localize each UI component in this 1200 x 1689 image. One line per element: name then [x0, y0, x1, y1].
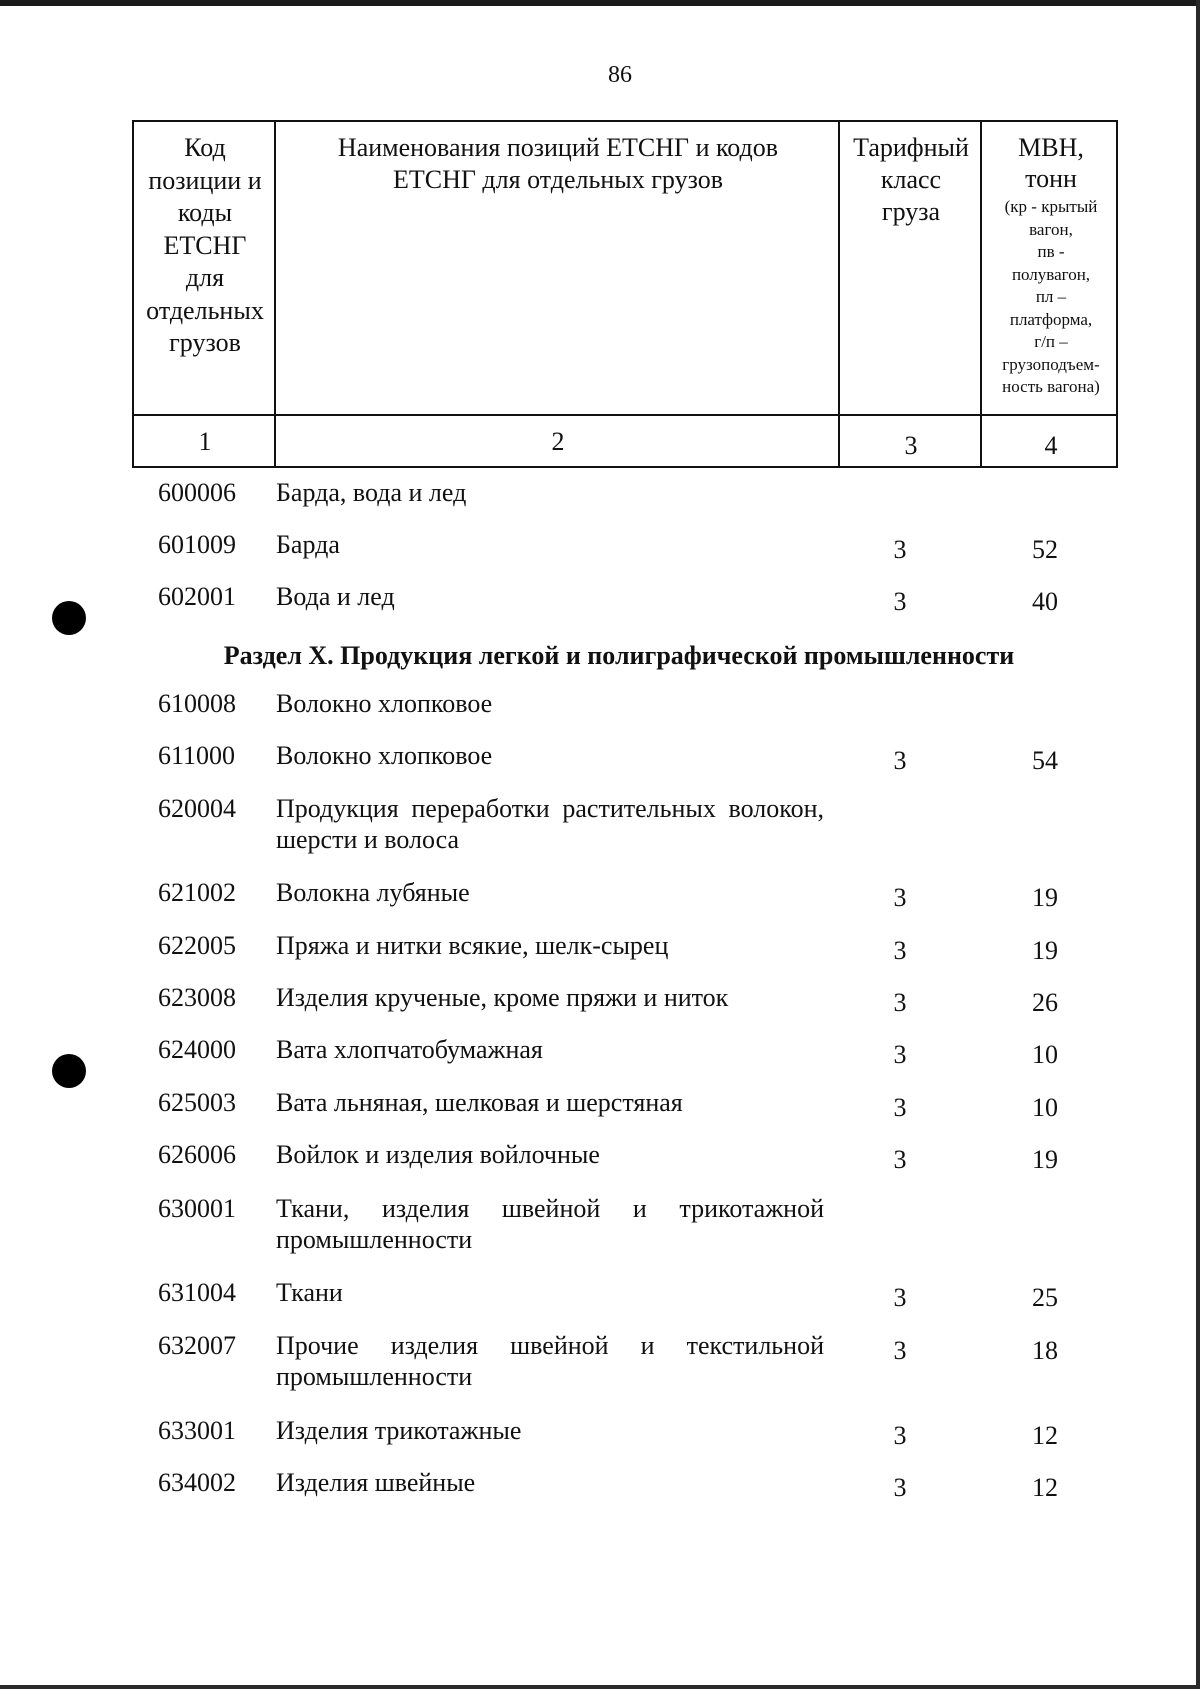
- header-note-line: вагон,: [1029, 219, 1073, 239]
- row-name: Волокно хлопковое: [276, 741, 493, 770]
- row-class: 3: [893, 883, 907, 912]
- row-name: Ткани, изделия швейной и трикотажной промышленности: [276, 1194, 824, 1254]
- header-text-line: тонн: [1025, 164, 1077, 193]
- row-mvn: 19: [1032, 883, 1058, 912]
- header-text-line: Наименования позиций ЕТСНГ и кодов: [337, 133, 779, 162]
- row-name: Вата хлопчатобумажная: [276, 1035, 543, 1064]
- row-mvn: 18: [1032, 1336, 1058, 1365]
- header-text-line: грузов: [169, 328, 241, 357]
- row-code: 632007: [158, 1331, 236, 1360]
- row-code: 600006: [158, 478, 236, 507]
- header-divider: [134, 414, 1116, 416]
- row-code: 611000: [158, 741, 236, 770]
- row-code: 624000: [158, 1035, 236, 1064]
- scan-edge-top: [0, 0, 1200, 6]
- section-title: Раздел X. Продукция легкой и полиграфической промышленности: [223, 641, 1015, 670]
- row-name: Продукция переработки растительных волокон, шерсти и волоса: [276, 794, 824, 854]
- row-code: 626006: [158, 1140, 236, 1169]
- header-text-line: ЕТСНГ для отдельных грузов: [393, 165, 723, 194]
- column-number: 3: [904, 431, 918, 460]
- column-number: 1: [198, 427, 212, 456]
- punch-hole-mark: [52, 601, 86, 635]
- header-note-line: платформа,: [1009, 309, 1093, 329]
- header-note-line: пв -: [1037, 242, 1065, 261]
- row-class: 3: [893, 587, 907, 616]
- row-class: 3: [893, 1421, 907, 1450]
- row-mvn: 26: [1032, 988, 1058, 1017]
- row-name: Вата льняная, шелковая и шерстяная: [276, 1088, 683, 1117]
- row-name: Волокно хлопковое: [276, 689, 493, 718]
- row-class: 3: [893, 746, 907, 775]
- header-text-line: класс: [880, 165, 942, 194]
- row-class: 3: [893, 1283, 907, 1312]
- header-note-line: грузоподъем-: [1002, 354, 1100, 374]
- row-name: Ткани: [276, 1278, 343, 1307]
- row-code: 602001: [158, 582, 236, 611]
- row-mvn: 52: [1032, 535, 1058, 564]
- header-text-line: коды: [177, 198, 233, 227]
- column-number: 2: [551, 427, 565, 456]
- row-mvn: 54: [1032, 746, 1058, 775]
- header-note-line: ность вагона): [1002, 377, 1100, 396]
- scan-edge-bottom: [0, 1685, 1200, 1689]
- row-code: 601009: [158, 530, 236, 559]
- row-class: 3: [893, 535, 907, 564]
- header-text-line: МВН,: [1018, 133, 1084, 162]
- row-mvn: 19: [1032, 1145, 1058, 1174]
- header-note-line: пл –: [1035, 287, 1067, 306]
- row-mvn: 12: [1032, 1421, 1058, 1450]
- header-name-column: [276, 132, 840, 196]
- header-text-line: для: [185, 263, 225, 292]
- row-class: 3: [893, 1093, 907, 1122]
- row-code: 634002: [158, 1468, 236, 1497]
- row-mvn: 10: [1032, 1040, 1058, 1069]
- header-text-line: груза: [881, 197, 941, 226]
- header-text-line: Код: [184, 133, 226, 162]
- row-name: Прочие изделия швейной и текстильной промышленности: [276, 1331, 824, 1391]
- header-text-line: отдельных: [146, 295, 264, 325]
- row-code: 623008: [158, 983, 236, 1012]
- row-class: 3: [893, 1473, 907, 1502]
- row-mvn: 25: [1032, 1283, 1058, 1312]
- row-name: Вода и лед: [276, 582, 395, 611]
- header-note-line: полувагон,: [1011, 264, 1091, 284]
- row-name: Пряжа и нитки всякие, шелк-сырец: [276, 931, 669, 960]
- row-mvn: 19: [1032, 936, 1058, 965]
- page-number: 86: [608, 62, 632, 88]
- row-code: 622005: [158, 931, 236, 960]
- header-text-line: Тарифный: [853, 133, 969, 162]
- row-code: 631004: [158, 1278, 236, 1307]
- row-class: 3: [893, 1336, 907, 1365]
- row-class: 3: [893, 1145, 907, 1174]
- header-code-column: [134, 132, 276, 360]
- row-mvn: 10: [1032, 1093, 1058, 1122]
- row-name: Войлок и изделия войлочные: [276, 1140, 600, 1169]
- scan-edge-right: [1196, 0, 1200, 1689]
- row-name: Барда, вода и лед: [276, 478, 467, 507]
- punch-hole-mark: [52, 1054, 86, 1088]
- row-code: 630001: [158, 1194, 236, 1223]
- header-class-column: [840, 132, 982, 228]
- table-header: [132, 120, 1118, 468]
- row-name: Изделия трикотажные: [276, 1416, 522, 1445]
- row-name: Изделия швейные: [276, 1468, 476, 1497]
- header-text-line: позиции и: [148, 165, 262, 195]
- row-class: 3: [893, 936, 907, 965]
- row-code: 610008: [158, 689, 236, 718]
- column-number: 4: [1044, 431, 1058, 460]
- row-mvn: 40: [1032, 587, 1058, 616]
- row-code: 620004: [158, 794, 236, 823]
- row-code: 633001: [158, 1416, 236, 1445]
- header-text-line: ЕТСНГ: [163, 230, 247, 260]
- row-class: 3: [893, 988, 907, 1017]
- header-note-line: г/п –: [1034, 332, 1068, 351]
- row-name: Изделия крученые, кроме пряжи и ниток: [276, 983, 729, 1012]
- row-class: 3: [893, 1040, 907, 1069]
- row-code: 621002: [158, 878, 236, 907]
- row-mvn: 12: [1032, 1473, 1058, 1502]
- header-note-line: (кр - крытый: [1004, 197, 1098, 216]
- row-name: Волокна лубяные: [276, 878, 470, 907]
- header-mvn-column: [982, 132, 1120, 399]
- row-code: 625003: [158, 1088, 236, 1117]
- row-name: Барда: [276, 530, 340, 559]
